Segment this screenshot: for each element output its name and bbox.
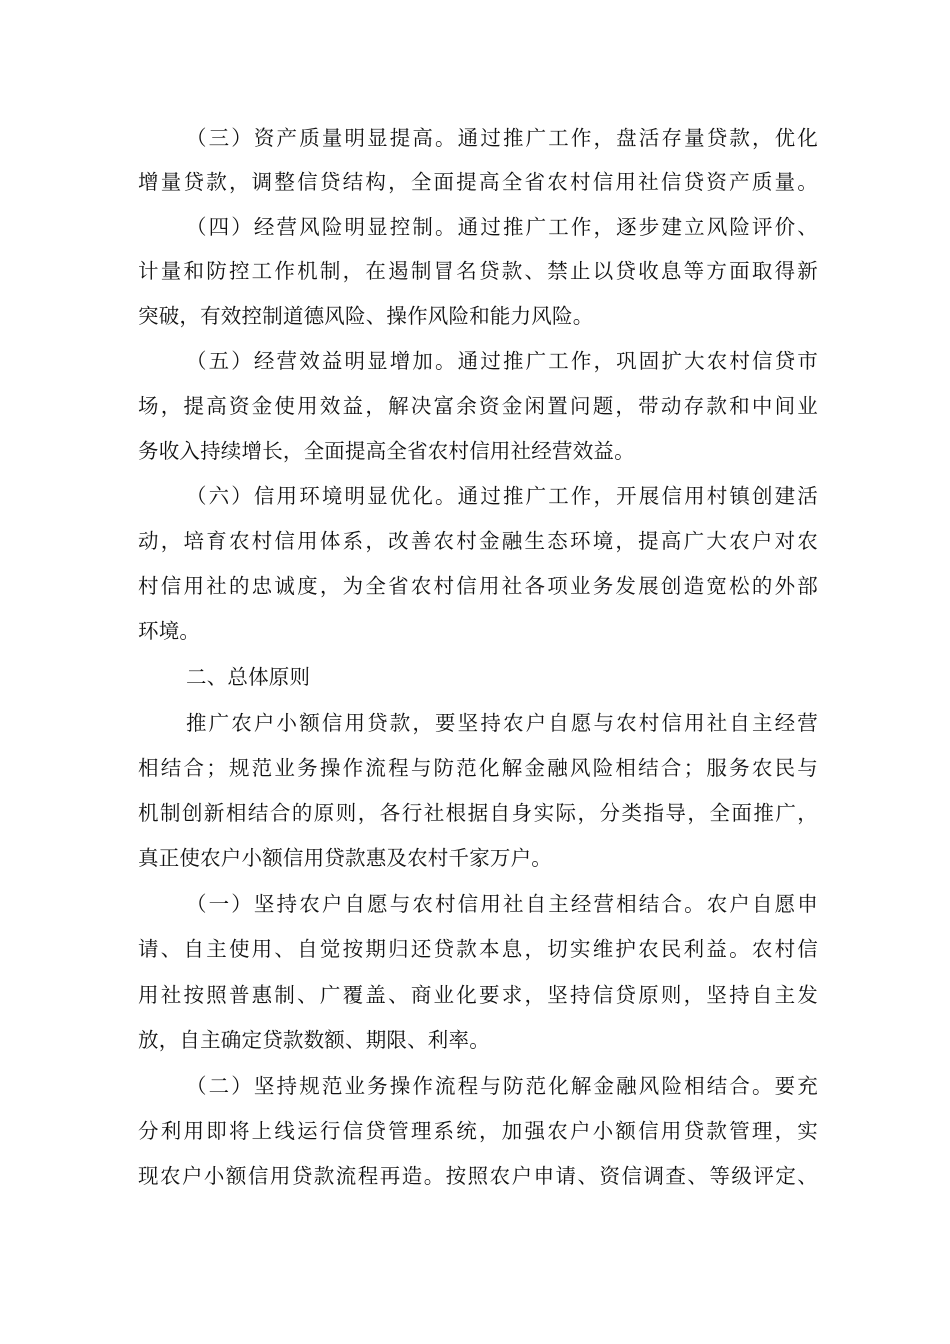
paragraph-3-line-1: （三）资产质量明显提高。通过推广工作，盘活存量贷款，优化 (186, 126, 818, 150)
principle-1-line-1: （一）坚持农户自愿与农村信用社自主经营相结合。农户自愿申 (186, 892, 818, 916)
principle-2-line-3: 现农户小额信用贷款流程再造。按照农户申请、资信调查、等级评定、 (138, 1164, 818, 1188)
principle-2-line-1: （二）坚持规范业务操作流程与防范化解金融风险相结合。要充 (186, 1074, 818, 1098)
principle-intro-line-1: 推广农户小额信用贷款，要坚持农户自愿与农村信用社自主经营 (186, 711, 818, 735)
principle-intro-line-3: 机制创新相结合的原则，各行社根据自身实际，分类指导，全面推广， (138, 801, 818, 825)
paragraph-4-line-1: （四）经营风险明显控制。通过推广工作，逐步建立风险评价、 (186, 215, 818, 239)
principle-2-line-2: 分利用即将上线运行信贷管理系统，加强农户小额信用贷款管理，实 (138, 1119, 818, 1143)
paragraph-5-line-3: 务收入持续增长，全面提高全省农村信用社经营效益。 (138, 439, 635, 463)
paragraph-6-line-2: 动，培育农村信用体系，改善农村金融生态环境，提高广大农户对农 (138, 529, 818, 553)
principle-intro-line-4: 真正使农户小额信用贷款惠及农村千家万户。 (138, 846, 552, 870)
paragraph-6-line-3: 村信用社的忠诚度，为全省农村信用社各项业务发展创造宽松的外部 (138, 574, 818, 598)
principle-1-line-2: 请、自主使用、自觉按期归还贷款本息，切实维护农民利益。农村信 (138, 937, 818, 961)
paragraph-4-line-2: 计量和防控工作机制，在遏制冒名贷款、禁止以贷收息等方面取得新 (138, 259, 818, 283)
paragraph-6-line-1: （六）信用环境明显优化。通过推广工作，开展信用村镇创建活 (186, 484, 818, 508)
principle-1-line-3: 用社按照普惠制、广覆盖、商业化要求，坚持信贷原则，坚持自主发 (138, 983, 818, 1007)
paragraph-5-line-2: 场，提高资金使用效益，解决富余资金闲置问题，带动存款和中间业 (138, 394, 818, 418)
principle-1-line-4: 放，自主确定贷款数额、期限、利率。 (138, 1028, 490, 1052)
paragraph-6-line-4: 环境。 (138, 619, 201, 643)
paragraph-5-line-1: （五）经营效益明显增加。通过推广工作，巩固扩大农村信贷市 (186, 349, 818, 373)
paragraph-4-line-3: 突破，有效控制道德风险、操作风险和能力风险。 (138, 304, 594, 328)
section-heading: 二、总体原则 (186, 665, 311, 689)
paragraph-3-line-2: 增量贷款，调整信贷结构，全面提高全省农村信用社信贷资产质量。 (138, 170, 818, 194)
principle-intro-line-2: 相结合；规范业务操作流程与防范化解金融风险相结合；服务农民与 (138, 756, 818, 780)
